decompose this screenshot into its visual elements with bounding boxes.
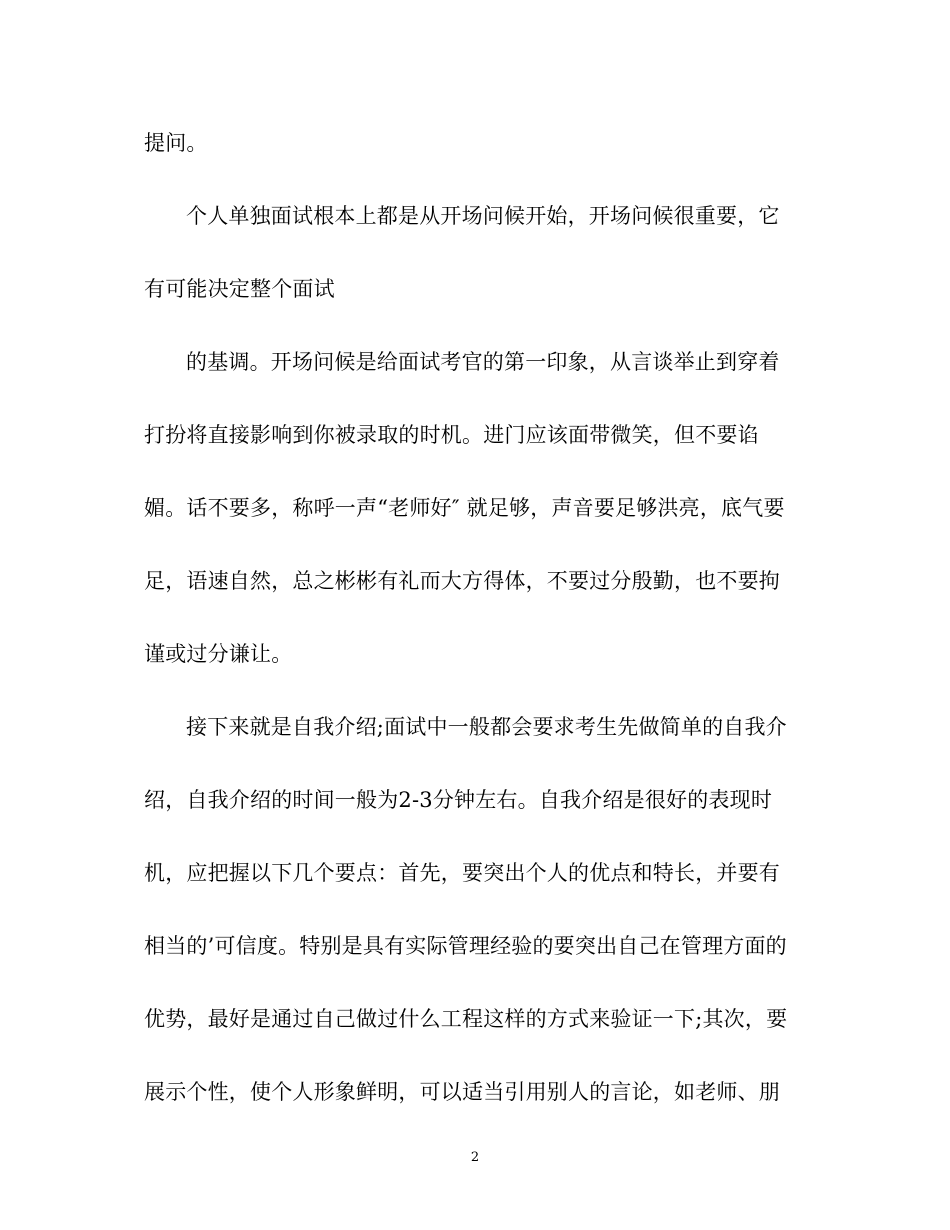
text-line-11: 机，应把握以下几个要点：首先，要突出个人的优点和特长，并要有 [144,861,780,885]
text-line-5: 打扮将直接影响到你被录取的时机。进门应该面带微笑，但不要谄 [144,423,759,447]
page-number: 2 [470,1150,480,1165]
text-line-8: 谨或过分谦让。 [144,642,293,666]
text-line-14: 展示个性，使个人形象鲜明，可以适当引用别人的言论，如老师、朋 [144,1080,780,1104]
text-line-9: 接下来就是自我介绍;面试中一般都会要求考生先做简单的自我介 [186,715,787,739]
text-line-6: 媚。话不要多，称呼一声“老师好″ 就足够，声音要足够洪亮，底气要 [144,496,785,520]
text-line-10: 绍，自我介绍的时间一般为2-3分钟左右。自我介绍是很好的表现时 [144,788,773,812]
text-line-12: 相当的’可信度。特别是具有实际管理经验的要突出自己在管理方面的 [144,934,787,958]
text-line-7: 足，语速自然，总之彬彬有礼而大方得体，不要过分殷勤，也不要拘 [144,569,780,593]
text-line-2: 个人单独面试根本上都是从开场问候开始，开场问候很重要，它 [186,204,780,228]
text-line-4: 的基调。开场问候是给面试考官的第一印象，从言谈举止到穿着 [186,350,780,374]
text-line-3: 有可能决定整个面试 [144,277,335,301]
text-line-1: 提问。 [144,131,208,155]
text-line-13: 优势，最好是通过自己做过什么工程这样的方式来验证一下;其次，要 [144,1007,788,1031]
